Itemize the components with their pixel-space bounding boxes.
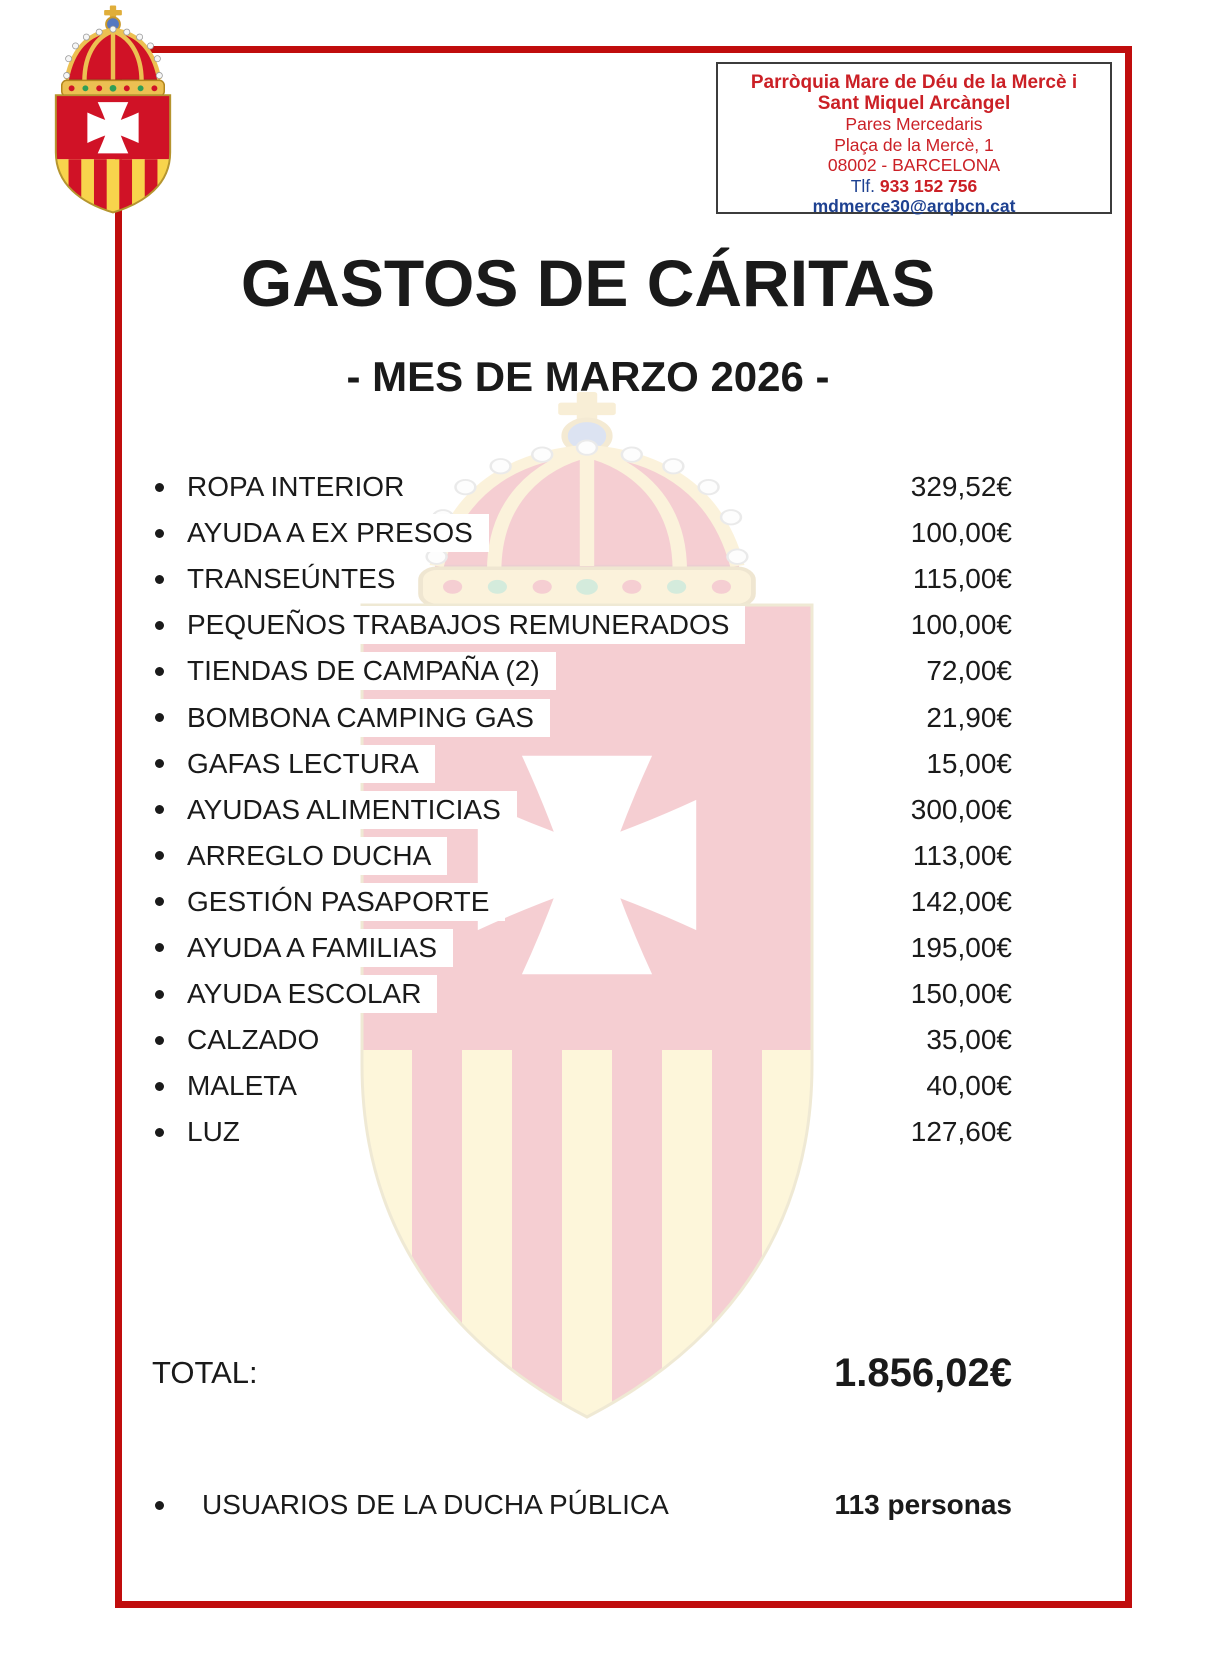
bullet-icon [155,1501,164,1510]
expense-amount: 113,00€ [897,837,1012,875]
expense-row [150,971,1012,1017]
expense-amount: 115,00€ [897,560,1012,598]
parish-address: Plaça de la Mercè, 1 [834,134,994,155]
expense-label: MALETA [185,1067,313,1105]
phone-label: Tlf. [850,175,876,196]
expense-amount: 300,00€ [895,791,1012,829]
parish-phone-line [718,176,1110,197]
bullet-icon [155,851,164,860]
expense-label: TIENDAS DE CAMPAÑA (2) [185,652,556,690]
expense-amount: 21,90€ [910,699,1012,737]
expense-label: AYUDA A FAMILIAS [185,929,453,967]
expense-label: AYUDAS ALIMENTICIAS [185,791,517,829]
expense-row [150,1063,1012,1109]
phone-number: 933 152 756 [879,175,978,196]
expense-row [150,464,1012,510]
bullet-icon [155,759,164,768]
bullet-icon [155,621,164,630]
expense-label: LUZ [185,1113,256,1151]
expense-amount: 195,00€ [895,929,1012,967]
expense-row [150,510,1012,556]
expense-row [150,833,1012,879]
total-label: TOTAL: [150,1351,272,1395]
expense-row [150,694,1012,740]
bullet-icon [155,575,164,584]
bullet-icon [155,483,164,492]
expense-label: GESTIÓN PASAPORTE [185,883,505,921]
parish-name-line2: Sant Miquel Arcàngel [817,92,1011,114]
expense-row [150,879,1012,925]
bullet-icon [155,943,164,952]
bullet-icon [155,529,164,538]
expense-list [150,464,1012,1155]
expense-label: PEQUEÑOS TRABAJOS REMUNERADOS [185,606,745,644]
bullet-icon [155,1128,164,1137]
expense-row [150,648,1012,694]
expense-label: AYUDA ESCOLAR [185,975,437,1013]
expense-amount: 15,00€ [910,745,1012,783]
parish-email: mdmerce30@arqbcn.cat [812,196,1016,216]
total-row [150,1345,1012,1401]
page-subtitle: - MES DE MARZO 2026 - [346,353,830,400]
expense-row [150,741,1012,787]
expense-label: ROPA INTERIOR [185,468,420,506]
expense-row [150,787,1012,833]
page-title: GASTOS DE CÁRITAS [240,246,936,320]
parish-info-box [716,62,1112,214]
expense-row [150,925,1012,971]
bullet-icon [155,667,164,676]
expense-amount: 329,52€ [895,468,1012,506]
expense-label: CALZADO [185,1021,335,1059]
expense-label: BOMBONA CAMPING GAS [185,699,550,737]
expense-amount: 100,00€ [895,514,1012,552]
expense-amount: 127,60€ [895,1113,1012,1151]
expense-label: TRANSEÚNTES [185,560,411,598]
shower-users-row [150,1482,1012,1528]
bullet-icon [155,1082,164,1091]
bullet-icon [155,990,164,999]
expense-amount: 35,00€ [910,1021,1012,1059]
expense-row [150,1109,1012,1155]
expense-label: ARREGLO DUCHA [185,837,447,875]
expense-label: AYUDA A EX PRESOS [185,514,489,552]
bullet-icon [155,897,164,906]
expense-row [150,556,1012,602]
expense-amount: 72,00€ [910,652,1012,690]
coat-of-arms-icon [44,2,182,215]
bullet-icon [155,805,164,814]
expense-amount: 142,00€ [895,883,1012,921]
expense-amount: 100,00€ [895,606,1012,644]
parish-name-line1: Parròquia Mare de Déu de la Mercè i [750,72,1078,93]
expense-amount: 40,00€ [910,1067,1012,1105]
expense-amount: 150,00€ [895,975,1012,1013]
bullet-icon [155,1036,164,1045]
shower-users-value: 113 personas [821,1486,1012,1524]
shower-users-label: USUARIOS DE LA DUCHA PÚBLICA [200,1486,683,1524]
total-amount: 1.856,02€ [820,1349,1012,1398]
parish-order: Pares Mercedaris [845,114,983,134]
expense-row [150,1017,1012,1063]
expense-label: GAFAS LECTURA [185,745,435,783]
expense-row [150,602,1012,648]
parish-city: 08002 - BARCELONA [827,155,1001,175]
bullet-icon [155,713,164,722]
